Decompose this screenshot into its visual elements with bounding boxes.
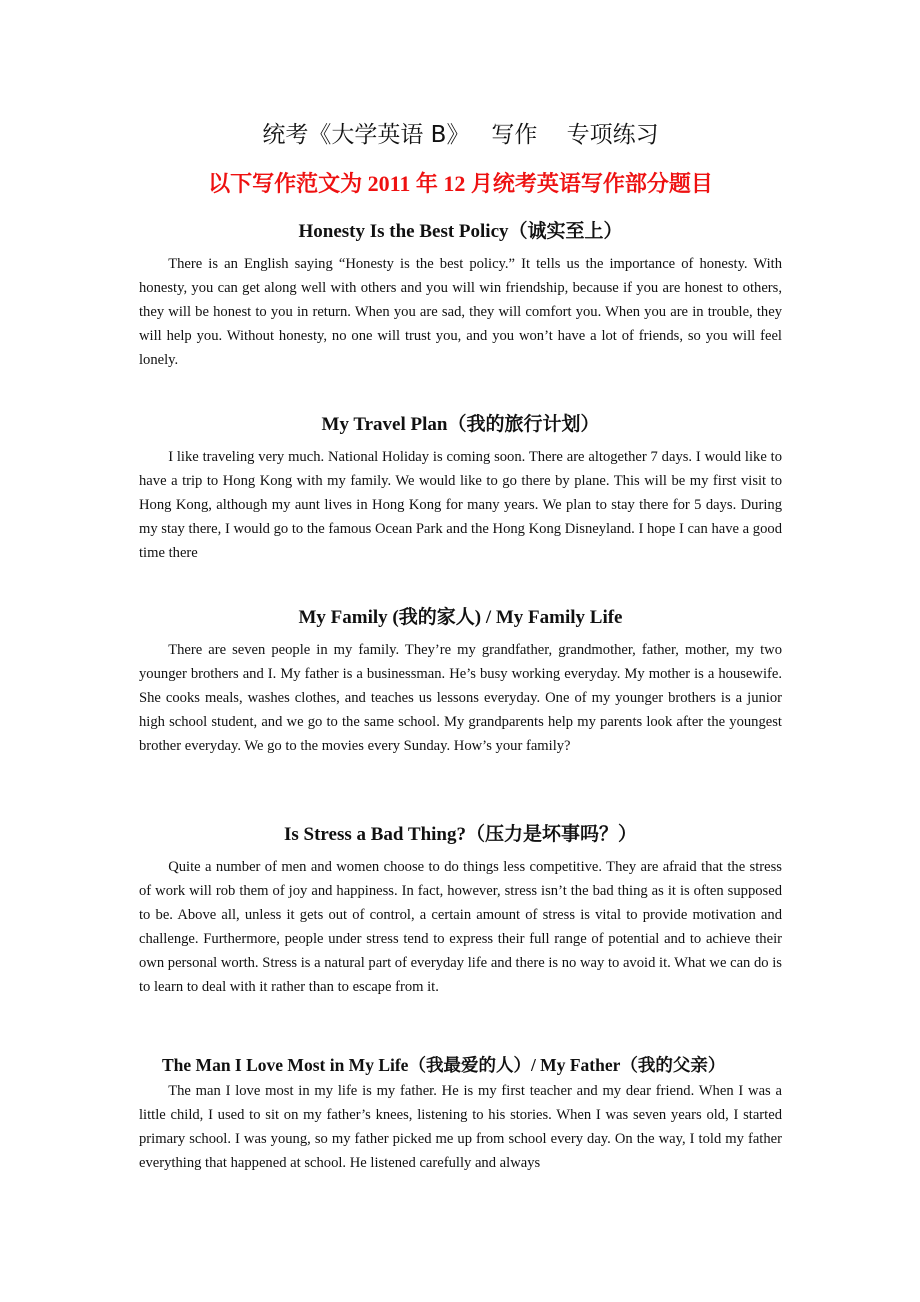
essay-stress (139, 821, 782, 1000)
essay-title: The Man I Love Most in My Life（我最爱的人）/ My Father（我的父亲） (162, 1055, 726, 1075)
essay-body: There are seven people in my family. They’re my grandfather, grandmother, father, mother, my two younger brothers and I. My father is a businessman. He’s busy working everyday. My mother is a housewife. She cooks meals, washes clothes, and teaches us lessons everyday. One of my younger brothers is a junior high school student, and we go to the same school. My grandparents help my parents look after the youngest brother everyday. We go to the movies every Sunday. How’s your family? (139, 642, 782, 755)
essay-body: Quite a number of men and women choose to do things less competitive. They are afraid that the stress of work will rob them of joy and happiness. In fact, however, stress isn’t the bad thing as it is often supposed to be. Above all, unless it gets out of control, a certain amount of stress is vital to provide motivation and challenge. Furthermore, people under stress tend to express their full range of potential and to achieve their own personal worth. Stress is a natural part of everyday life and there is no way to avoid it. What we can do is to learn to deal with it rather than to escape from it. (139, 859, 782, 996)
essay-body: There is an English saying “Honesty is the best policy.” It tells us the importance of honesty. With honesty, you can get along well with others and you will win friendship, because if you are honest to others, they will be honest to you in return. When you are sad, they will comfort you. When you are in trouble, they will help you. Without honesty, no one will trust you, and you won’t have a lot of friends, so you will feel lonely. (139, 256, 782, 369)
essay-body: I like traveling very much. National Holiday is coming soon. There are altogether 7 days. I would like to have a trip to Hong Kong with my family. We would like to go there by plane. This will be my first visit to Hong Kong, although my aunt lives in Hong Kong for many years. We plan to stay there for 5 days. During my stay there, I would go to the famous Ocean Park and the Hong Kong Disneyland. I hope I can have a good time there (139, 449, 782, 562)
essay-honesty (139, 218, 782, 372)
essay-travel-plan (139, 411, 782, 565)
document-subtitle: 以下写作范文为 2011 年 12 月统考英语写作部分题目 (208, 171, 713, 196)
document-title: 统考《大学英语 B》 写作 专项练习 (262, 122, 659, 148)
essay-my-father (139, 1051, 782, 1175)
essay-body: The man I love most in my life is my father. He is my first teacher and my dear friend. When I was a little child, I used to sit on my father’s knees, listening to his stories. When I was seven years old, I started primary school. I was young, so my father picked me up from school every day. On the way, I told my father everything that happened at school. He listened carefully and always (139, 1083, 782, 1172)
essay-title: Honesty Is the Best Policy（诚实至上） (298, 221, 623, 242)
essay-title: My Family (我的家人) / My Family Life (298, 607, 623, 628)
essay-my-family (139, 604, 782, 758)
essay-title: My Travel Plan（我的旅行计划） (321, 414, 600, 435)
essay-title: Is Stress a Bad Thing?（压力是坏事吗？） (284, 824, 637, 845)
